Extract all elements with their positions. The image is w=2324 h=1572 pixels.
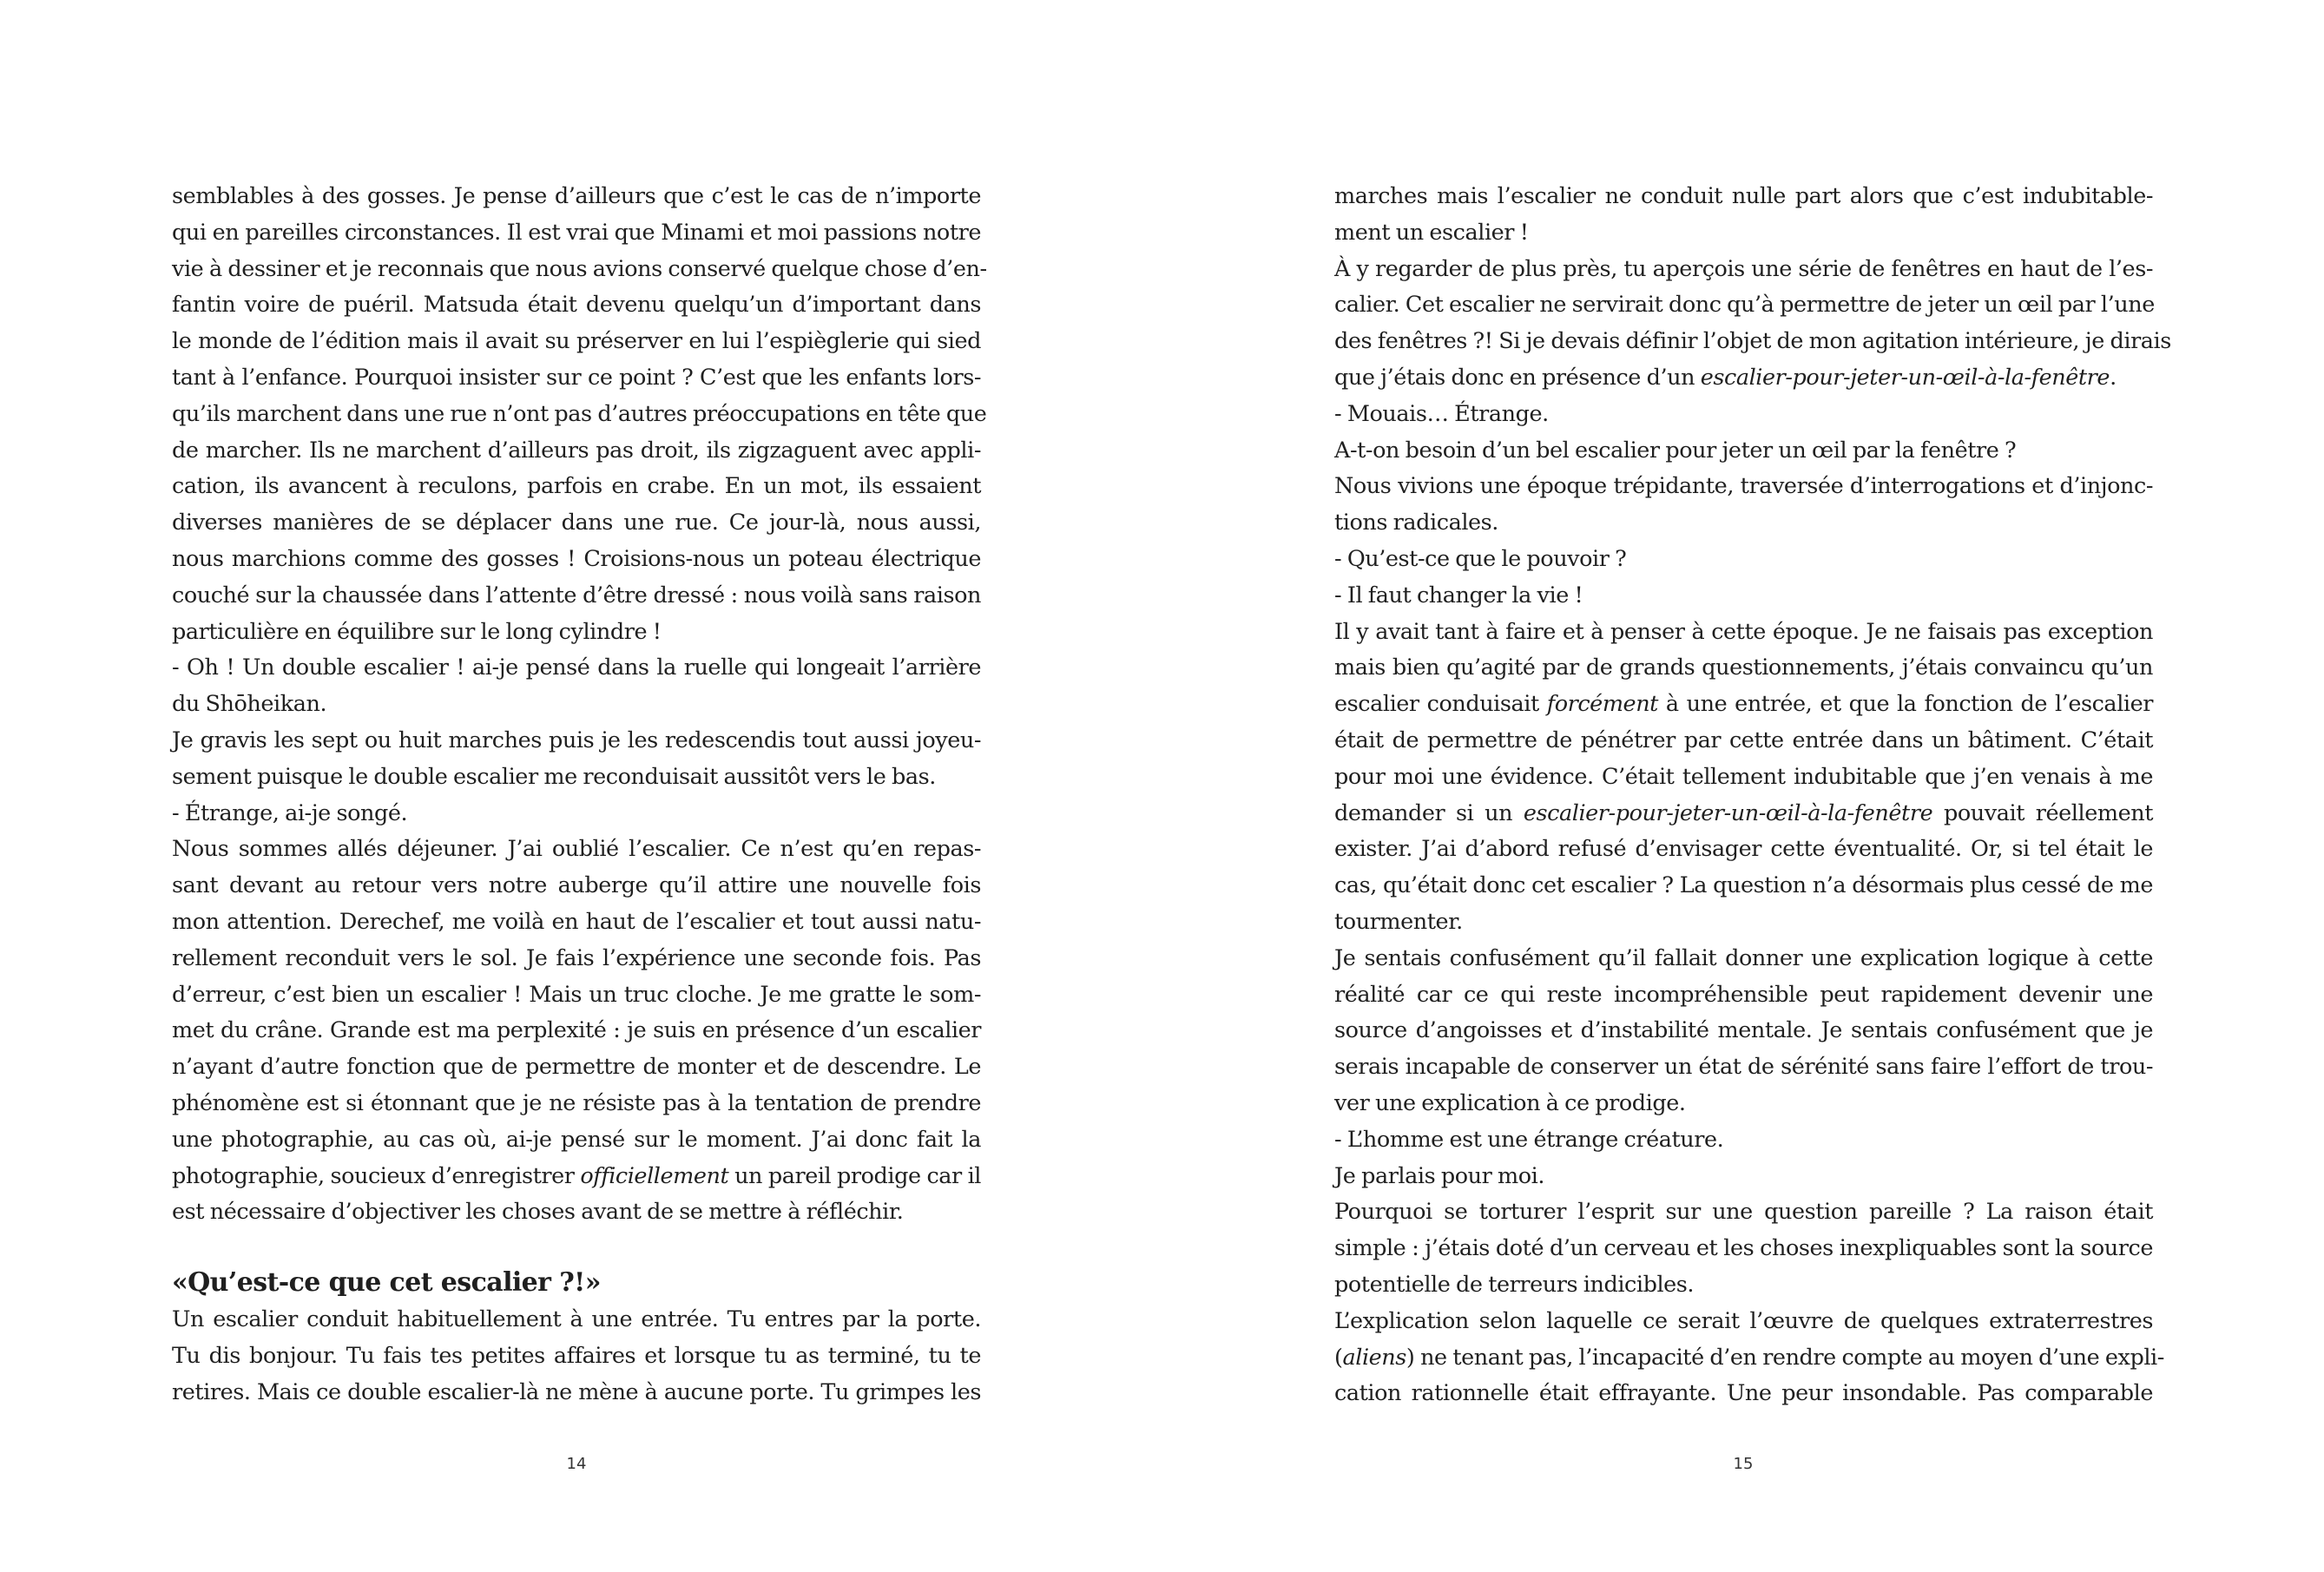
text-run: ) ne tenant pas, l’incapacité d’en rendre compte au moyen d’une expli-: [1406, 1344, 2164, 1371]
text-line: phénomène est si étonnant que je ne résiste pas à la tentation de prendre: [172, 1089, 981, 1116]
text-line: rellement reconduit vers le sol. Je fais l’expérience une seconde fois. Pas: [172, 944, 981, 971]
page-number-left: 14: [566, 1455, 587, 1473]
text-line: était de permettre de pénétrer par cette entrée dans un bâtiment. C’était: [1334, 727, 2153, 753]
left-page-body-before-heading: [172, 179, 987, 1231]
text-line: particulière en équilibre sur le long cylindre !: [172, 618, 662, 645]
text-line: serais incapable de conserver un état de sérénité sans faire l’effort de trou-: [1334, 1054, 2153, 1081]
text-line: met du crâne. Grande est ma perplexité : je suis en présence d’un escalier: [172, 1017, 981, 1044]
text-line: diverses manières de se déplacer dans une rue. Ce jour-là, nous aussi,: [172, 510, 981, 536]
text-line: couché sur la chaussée dans l’attente d’être dressé : nous voilà sans raison: [172, 582, 981, 608]
text-line: sement puisque le double escalier me reconduisait aussitôt vers le bas.: [172, 763, 936, 790]
text-line: semblables à des gosses. Je pense d’ailleurs que c’est le cas de n’importe: [172, 183, 981, 209]
text-line: d’erreur, c’est bien un escalier ! Mais un truc cloche. Je me gratte le som-: [172, 981, 981, 1008]
italic-emphasis: escalier-pour-jeter-un-œil-à-la-fenêtre: [1700, 364, 2110, 391]
text-line: [172, 1159, 981, 1195]
page-number-right: 15: [1733, 1455, 1754, 1473]
text-line: cation, ils avancent à reculons, parfois en crabe. En un mot, ils essaient: [172, 473, 981, 500]
italic-emphasis: aliens: [1342, 1344, 1406, 1371]
text-line: Je sentais confusément qu’il fallait donner une explication logique à cette: [1334, 944, 2153, 971]
text-run: pouvait réellement: [1932, 799, 2153, 826]
text-line: mon attention. Derechef, me voilà en haut de l’escalier et tout aussi natu-: [172, 908, 981, 935]
text-line: Tu dis bonjour. Tu fais tes petites affaires et lorsque tu as terminé, tu te: [172, 1342, 981, 1369]
right-page: [1162, 0, 2324, 1572]
text-line: L’explication selon laquelle ce serait l’œuvre de quelques extraterrestres: [1334, 1307, 2153, 1334]
text-line: une photographie, au cas où, ai-je pensé sur le moment. J’ai donc fait la: [172, 1126, 981, 1153]
text-line: nous marchions comme des gosses ! Croisions-nous un poteau électrique: [172, 545, 981, 572]
text-line: tions radicales.: [1334, 510, 1498, 536]
left-page-body-after-heading: [172, 1302, 981, 1411]
text-line: de marcher. Ils ne marchent d’ailleurs pas droit, ils zigzaguent avec appli-: [172, 437, 981, 464]
text-line: Nous vivions une époque trépidante, traversée d’interrogations et d’injonc-: [1334, 473, 2153, 500]
text-run: à une entrée, et que la fonction de l’escalier: [1657, 691, 2153, 718]
text-line: vie à dessiner et je reconnais que nous avions conservé quelque chose d’en-: [172, 255, 987, 282]
text-line: qui en pareilles circonstances. Il est vrai que Minami et moi passions notre: [172, 219, 981, 246]
text-line: ver une explication à ce prodige.: [1334, 1089, 1686, 1116]
text-line: Nous sommes allés déjeuner. J’ai oublié l’escalier. Ce n’est qu’en repas-: [172, 836, 981, 863]
text-line: est nécessaire d’objectiver les choses avant de se mettre à réfléchir.: [172, 1199, 904, 1226]
text-line: ment un escalier !: [1334, 219, 1529, 246]
text-line: calier. Cet escalier ne servirait donc qu’à permettre de jeter un œil par l’une: [1334, 292, 2155, 319]
text-line: [1334, 1340, 2164, 1377]
text-line: - Étrange, ai-je songé.: [172, 799, 408, 826]
italic-emphasis: officiellement: [580, 1162, 729, 1189]
italic-emphasis: forcément: [1546, 691, 1658, 718]
text-line: Je parlais pour moi.: [1334, 1162, 1545, 1189]
text-line: cas, qu’était donc cet escalier ? La question n’a désormais plus cessé de me: [1334, 872, 2153, 899]
text-line: tourmenter.: [1334, 908, 1463, 935]
text-run: photographie, soucieux d’enregistrer: [172, 1162, 581, 1189]
text-run: (: [1334, 1344, 1343, 1371]
text-line: exister. J’ai d’abord refusé d’envisager cette éventualité. Or, si tel était le: [1334, 836, 2153, 863]
text-run: escalier conduisait: [1334, 691, 1547, 718]
text-run: .: [2110, 364, 2117, 391]
text-line: [1334, 796, 2153, 832]
text-line: du Shōheikan.: [172, 691, 327, 718]
text-line: Je gravis les sept ou huit marches puis je les redescendis tout aussi joyeu-: [172, 727, 981, 753]
text-line: réalité car ce qui reste incompréhensible peut rapidement devenir une: [1334, 981, 2153, 1008]
right-page-text-column: [1334, 179, 2171, 1412]
text-line: - Qu’est-ce que le pouvoir ?: [1334, 545, 1627, 572]
text-line: [1334, 360, 2153, 397]
text-line: marches mais l’escalier ne conduit nulle part alors que c’est indubitable-: [1334, 183, 2153, 209]
italic-emphasis: escalier-pour-jeter-un-œil-à-la-fenêtre: [1523, 799, 1933, 826]
text-line: Un escalier conduit habituellement à une entrée. Tu entres par la porte.: [172, 1306, 981, 1333]
text-run: que j’étais donc en présence d’un: [1334, 364, 1701, 391]
right-page-body: [1334, 179, 2171, 1412]
text-line: source d’angoisses et d’instabilité mentale. Je sentais confusément que je: [1334, 1017, 2153, 1044]
text-line: [1334, 687, 2153, 723]
text-line: - L’homme est une étrange créature.: [1334, 1126, 1724, 1153]
text-line: cation rationnelle était effrayante. Une peur insondable. Pas comparable: [1334, 1380, 2153, 1407]
text-line: - Oh ! Un double escalier ! ai-je pensé dans la ruelle qui longeait l’arrière: [172, 654, 981, 681]
text-line: A-t-on besoin d’un bel escalier pour jeter un œil par la fenêtre ?: [1334, 437, 2017, 464]
left-page-text-column: [172, 179, 987, 1411]
text-line: simple : j’étais doté d’un cerveau et les choses inexpliquables sont la source: [1334, 1235, 2153, 1262]
text-run: un pareil prodige car il: [728, 1162, 981, 1189]
text-line: pour moi une évidence. C’était tellement indubitable que j’en venais à me: [1334, 763, 2153, 790]
text-line: qu’ils marchent dans une rue n’ont pas d’autres préoccupations en tête que: [172, 400, 987, 427]
text-line: Pourquoi se torturer l’esprit sur une question pareille ? La raison était: [1334, 1199, 2153, 1226]
text-run: demander si un: [1334, 799, 1524, 826]
section-heading: «Qu’est-ce que cet escalier ?!»: [172, 1267, 601, 1299]
text-line: des fenêtres ?! Si je devais définir l’objet de mon agitation intérieure, je dirais: [1334, 328, 2171, 355]
text-line: potentielle de terreurs indicibles.: [1334, 1271, 1695, 1298]
text-line: - Il faut changer la vie !: [1334, 582, 1583, 608]
text-line: le monde de l’édition mais il avait su préserver en lui l’espièglerie qui sied: [172, 328, 981, 355]
text-line: - Mouais… Étrange.: [1334, 400, 1549, 427]
text-line: À y regarder de plus près, tu aperçois une série de fenêtres en haut de l’es-: [1334, 255, 2153, 282]
text-line: mais bien qu’agité par de grands questionnements, j’étais convaincu qu’un: [1334, 654, 2153, 681]
text-line: tant à l’enfance. Pourquoi insister sur ce point ? C’est que les enfants lors-: [172, 364, 981, 391]
text-line: retires. Mais ce double escalier-là ne mène à aucune porte. Tu grimpes les: [172, 1378, 981, 1405]
text-line: Il y avait tant à faire et à penser à cette époque. Je ne faisais pas exception: [1334, 618, 2153, 645]
text-line: n’ayant d’autre fonction que de permettre de monter et de descendre. Le: [172, 1054, 981, 1081]
text-line: sant devant au retour vers notre auberge qu’il attire une nouvelle fois: [172, 872, 981, 899]
text-line: fantin voire de puéril. Matsuda était devenu quelqu’un d’important dans: [172, 292, 981, 319]
